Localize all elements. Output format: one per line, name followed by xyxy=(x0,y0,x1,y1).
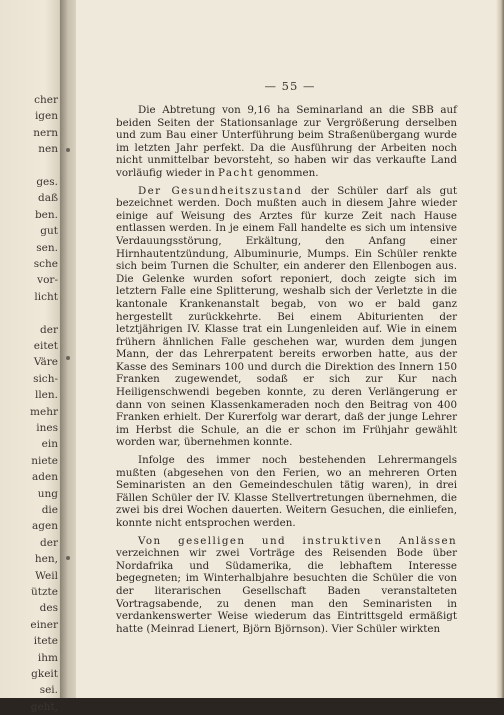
facing-page-text-fragment: agen xyxy=(32,520,58,533)
facing-page-text-fragment: sei. xyxy=(39,684,58,697)
facing-page-text-fragment: gkeit xyxy=(31,668,58,680)
facing-page-fragment xyxy=(0,0,64,713)
paragraph-station-land xyxy=(116,104,457,180)
binding-hole xyxy=(66,148,70,152)
paragraph-health xyxy=(116,185,457,449)
facing-page-text-fragment: igen xyxy=(34,110,58,123)
page-edge-shadow xyxy=(496,0,504,698)
facing-page-text-fragment: cher xyxy=(34,94,58,106)
facing-page-text-fragment: llen. xyxy=(34,389,58,402)
facing-page-text-fragment: aden xyxy=(32,471,58,484)
facing-page-text-fragment: sen. xyxy=(36,241,58,254)
facing-page-text-fragment: nern xyxy=(33,126,58,139)
facing-page-text-fragment: ein xyxy=(41,438,58,451)
facing-page-text-fragment: ützte xyxy=(31,586,58,598)
facing-page-text-fragment: sche xyxy=(33,258,58,270)
facing-page-text-fragment: licht xyxy=(34,290,58,303)
spaced-emphasis: Der Gesundheitszustand xyxy=(138,184,303,197)
paragraph-tail: genommen. xyxy=(254,166,319,179)
paragraph-text: der Schüler darf als gut bezeichnet werden. Doch mußten auch in diesem Jahre wieder einige auf Weisung des Arztes für kurze Zeit nach Hause entlassen werden. In je einem Fall handelte es sich um intensive Verdauungsstörung, Erkältung, den Anfang einer Hirnhautentzündung, Albuminurie, Mumps. Ein Schüler renkte sich beim Turnen die Schulter, ein anderer den Ellenbogen aus. Die Gelenke wurden sofort reponiert, doch zeigte sich im letztern Falle eine Splitterung, weshalb sich der Verletzte in die kantonale Krankenanstalt begab, von wo er bald ganz hergestellt zurückkehrte. Bei einem Abiturienten der letztjährigen IV. Klasse trat ein Lungenleiden auf. Wie in einem frühern ähnlichen Falle geschehen war, wurden dem jungen Mann, der das Lehrerpatent bereits erworben hatte, aus der Kasse des Seminars 100 und durch die Direktion des Innern 150 Franken zugewendet, sodaß er sich zur Kur nach Heiligenschwendi begeben konnte, zu deren Verlängerung er dann von seinen Klassenkameraden noch den Beitrag von 400 Franken erhielt. Der Kurerfolg war derart, daß der junge Lehrer im Herbst die Schule, an die er schon im Frühjahr gewählt worden war, übernehmen konnte. xyxy=(116,184,457,449)
facing-page-text-fragment: niete xyxy=(31,454,58,467)
facing-page-text-fragment: einer xyxy=(30,618,58,631)
paragraph-events xyxy=(116,535,457,636)
facing-page-text-fragment: ben. xyxy=(34,208,58,221)
facing-page-text-fragment: sich- xyxy=(33,372,58,385)
facing-page-text-fragment: hen, xyxy=(34,553,58,566)
facing-page-text-fragment: nen xyxy=(38,143,58,156)
facing-page-text-fragment: daß xyxy=(38,192,58,205)
facing-page-text-fragment: der xyxy=(40,323,58,336)
facing-page-text-fragment: Weil xyxy=(35,569,58,582)
facing-page-text-fragment: geht, xyxy=(30,700,58,713)
facing-page-text-fragment: ihm xyxy=(37,651,58,664)
facing-page-text-fragment: Väre xyxy=(33,356,58,369)
binding-hole xyxy=(66,356,70,360)
paragraph-teacher-shortage xyxy=(116,454,457,530)
facing-page-text-fragment: gut xyxy=(40,225,58,238)
binding-hole xyxy=(66,556,70,560)
facing-page-text-fragment: mehr xyxy=(30,405,58,418)
facing-page-text-fragment: eitet xyxy=(33,340,58,352)
paragraph-text: verzeichnen wir zwei Vorträge des Reisenden Bode über Nordafrika und Südamerika, die lebhaftem Interesse begegneten; im Winterhalbjahre besuchten die Schüler die von der literarischen Gesellschaft Baden veranstalteten Vortragsabende, zu denen man den Seminaristen in verdankenswerter Weise wiederum das Eintrittsgeld ermäßigt hatte (Meinrad Lienert, Björn Björnson). Vier Schüler wirkten xyxy=(116,547,457,635)
facing-page-text-fragment: ines xyxy=(36,422,58,434)
facing-page-text-fragment: itete xyxy=(33,635,58,648)
facing-page-text-fragment: vor- xyxy=(37,274,58,287)
page-body xyxy=(116,104,457,635)
facing-page-text-fragment: der xyxy=(40,536,58,549)
book-page xyxy=(76,0,504,698)
spaced-emphasis: Pacht xyxy=(218,166,255,179)
facing-page-text-fragment: ung xyxy=(37,487,58,500)
page-number: — 55 — xyxy=(264,79,316,93)
paragraph-text: Die Abtretung von 9,16 ha Seminarland an die SBB auf beiden Seiten der Stationsanlage zur Vergrößerung derselben und zum Bau einer Unterführung beim Straßenübergang wurde im letzten Jahr perfekt. Da die Ausführung der Arbeiten noch nicht unmittelbar bevorsteht, so haben wir das verkaufte Land vorläufig wieder in xyxy=(116,104,457,179)
facing-page-text-fragment: des xyxy=(39,602,58,615)
spaced-emphasis: Von geselligen und instruktiven Anlässen xyxy=(138,534,457,547)
paragraph-text: Infolge des immer noch bestehenden Lehrermangels mußten (abgesehen von den Ferien, wo an mehreren Orten Seminaristen an den Gemeindeschulen tätig waren), in drei Fällen Schüler der IV. Klasse Stellvertretungen übernehmen, die zwei bis drei Wochen dauerten. Weitern Gesuchen, die einliefen, konnte nicht entsprochen werden. xyxy=(116,454,457,529)
facing-page-text-fragment: ges. xyxy=(36,176,58,188)
facing-page-text-fragment: die xyxy=(41,504,58,516)
